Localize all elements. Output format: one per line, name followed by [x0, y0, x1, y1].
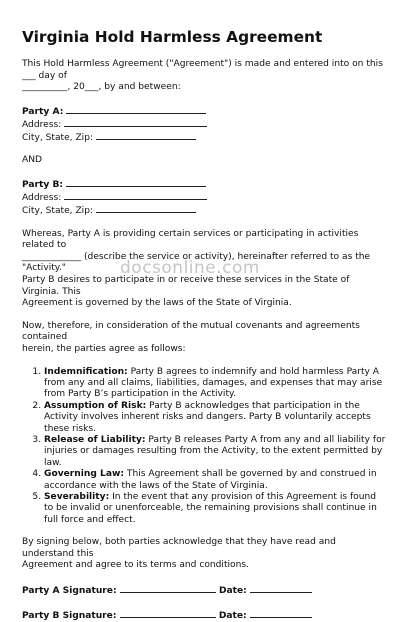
- closing-paragraph: [22, 537, 388, 572]
- party-b-city-label: City, State, Zip:: [22, 206, 94, 217]
- party-a-name-line: [66, 105, 206, 114]
- party-b-signature-label: Party B Signature:: [22, 611, 117, 621]
- party-b-signature-line: [120, 608, 216, 618]
- party-a-signature-line: [120, 583, 216, 593]
- whereas-line: _____________ (describe the service or activity), hereinafter referred to as the "Activity.": [22, 251, 371, 274]
- term-item: [44, 367, 388, 401]
- party-b-address-label: Address:: [22, 193, 62, 204]
- term-item: [44, 492, 388, 526]
- and-separator: [22, 155, 388, 167]
- term-label: Severability:: [44, 492, 110, 502]
- now-therefore-paragraph: [22, 321, 388, 356]
- party-b-city-line: [96, 204, 196, 213]
- term-text: This Agreement shall be governed by and construed in accordance with the laws of the State of Virginia.: [44, 469, 377, 491]
- party-a-address-label: Address:: [22, 119, 62, 130]
- party-a-signature-label: Party A Signature:: [22, 586, 117, 596]
- intro-line: This Hold Harmless Agreement ("Agreement") is made and entered into on this ___ day of: [22, 59, 383, 81]
- term-label: Release of Liability:: [44, 434, 146, 445]
- party-a-city-label: City, State, Zip:: [22, 133, 94, 144]
- now-therefore-line: herein, the parties agree as follows:: [22, 343, 186, 354]
- watermark: docsonline.com: [120, 258, 260, 278]
- term-label: Assumption of Risk:: [44, 400, 147, 411]
- party-a-label: Party A:: [22, 106, 64, 117]
- whereas-line: Party B desires to participate in or receive these services in the State of Virginia. This: [22, 274, 350, 297]
- party-b-date-label: Date:: [218, 611, 247, 621]
- party-a-date-line: [250, 583, 312, 593]
- party-b-name-line: [66, 178, 206, 187]
- term-item: [44, 469, 388, 492]
- party-b-signature-row: [22, 608, 388, 622]
- closing-line: By signing below, both parties acknowledge that they have read and understand this: [22, 537, 336, 559]
- party-a-block: [22, 105, 388, 145]
- party-b-label: Party B:: [22, 179, 64, 190]
- party-a-date-label: Date:: [218, 586, 247, 596]
- term-item: [44, 435, 388, 469]
- term-item: [44, 401, 388, 435]
- party-a-signature-row: [22, 583, 388, 597]
- intro-line: __________, 20___, by and between:: [22, 82, 181, 93]
- now-therefore-line: Now, therefore, in consideration of the mutual covenants and agreements contained: [22, 320, 360, 343]
- intro-paragraph: [22, 59, 388, 94]
- terms-list: [22, 367, 388, 527]
- closing-line: Agreement and agree to its terms and conditions.: [22, 560, 249, 571]
- whereas-line: Agreement is governed by the laws of the State of Virginia.: [22, 298, 292, 309]
- term-label: Governing Law:: [44, 469, 125, 480]
- whereas-line: Whereas, Party A is providing certain services or participating in activities related to: [22, 228, 359, 251]
- term-text: Party B agrees to indemnify and hold harmless Party A from any and all claims, liabilities, damages, and expenses that may arise from Party B’s participation in the Activity.: [44, 366, 383, 400]
- term-text: Party B releases Party A from any and all liability for injuries or damages resulting from the Activity, to the extent permitted by law.: [44, 434, 386, 468]
- term-text: Party B acknowledges that participation in the Activity involves inherent risks and dangers. Party B voluntarily accepts these risks.: [44, 400, 371, 434]
- party-b-date-line: [250, 608, 312, 618]
- term-text: In the event that any provision of this Agreement is found to be invalid or unenforceable, the remaining provisions shall continue in full force and effect.: [44, 492, 377, 525]
- document-title: Virginia Hold Harmless Agreement: [22, 28, 323, 46]
- and-text: AND: [22, 155, 43, 166]
- party-b-block: [22, 178, 388, 218]
- party-a-address-line: [64, 118, 207, 127]
- party-b-address-line: [64, 191, 207, 200]
- term-label: Indemnification:: [44, 366, 128, 377]
- party-a-city-line: [96, 131, 196, 140]
